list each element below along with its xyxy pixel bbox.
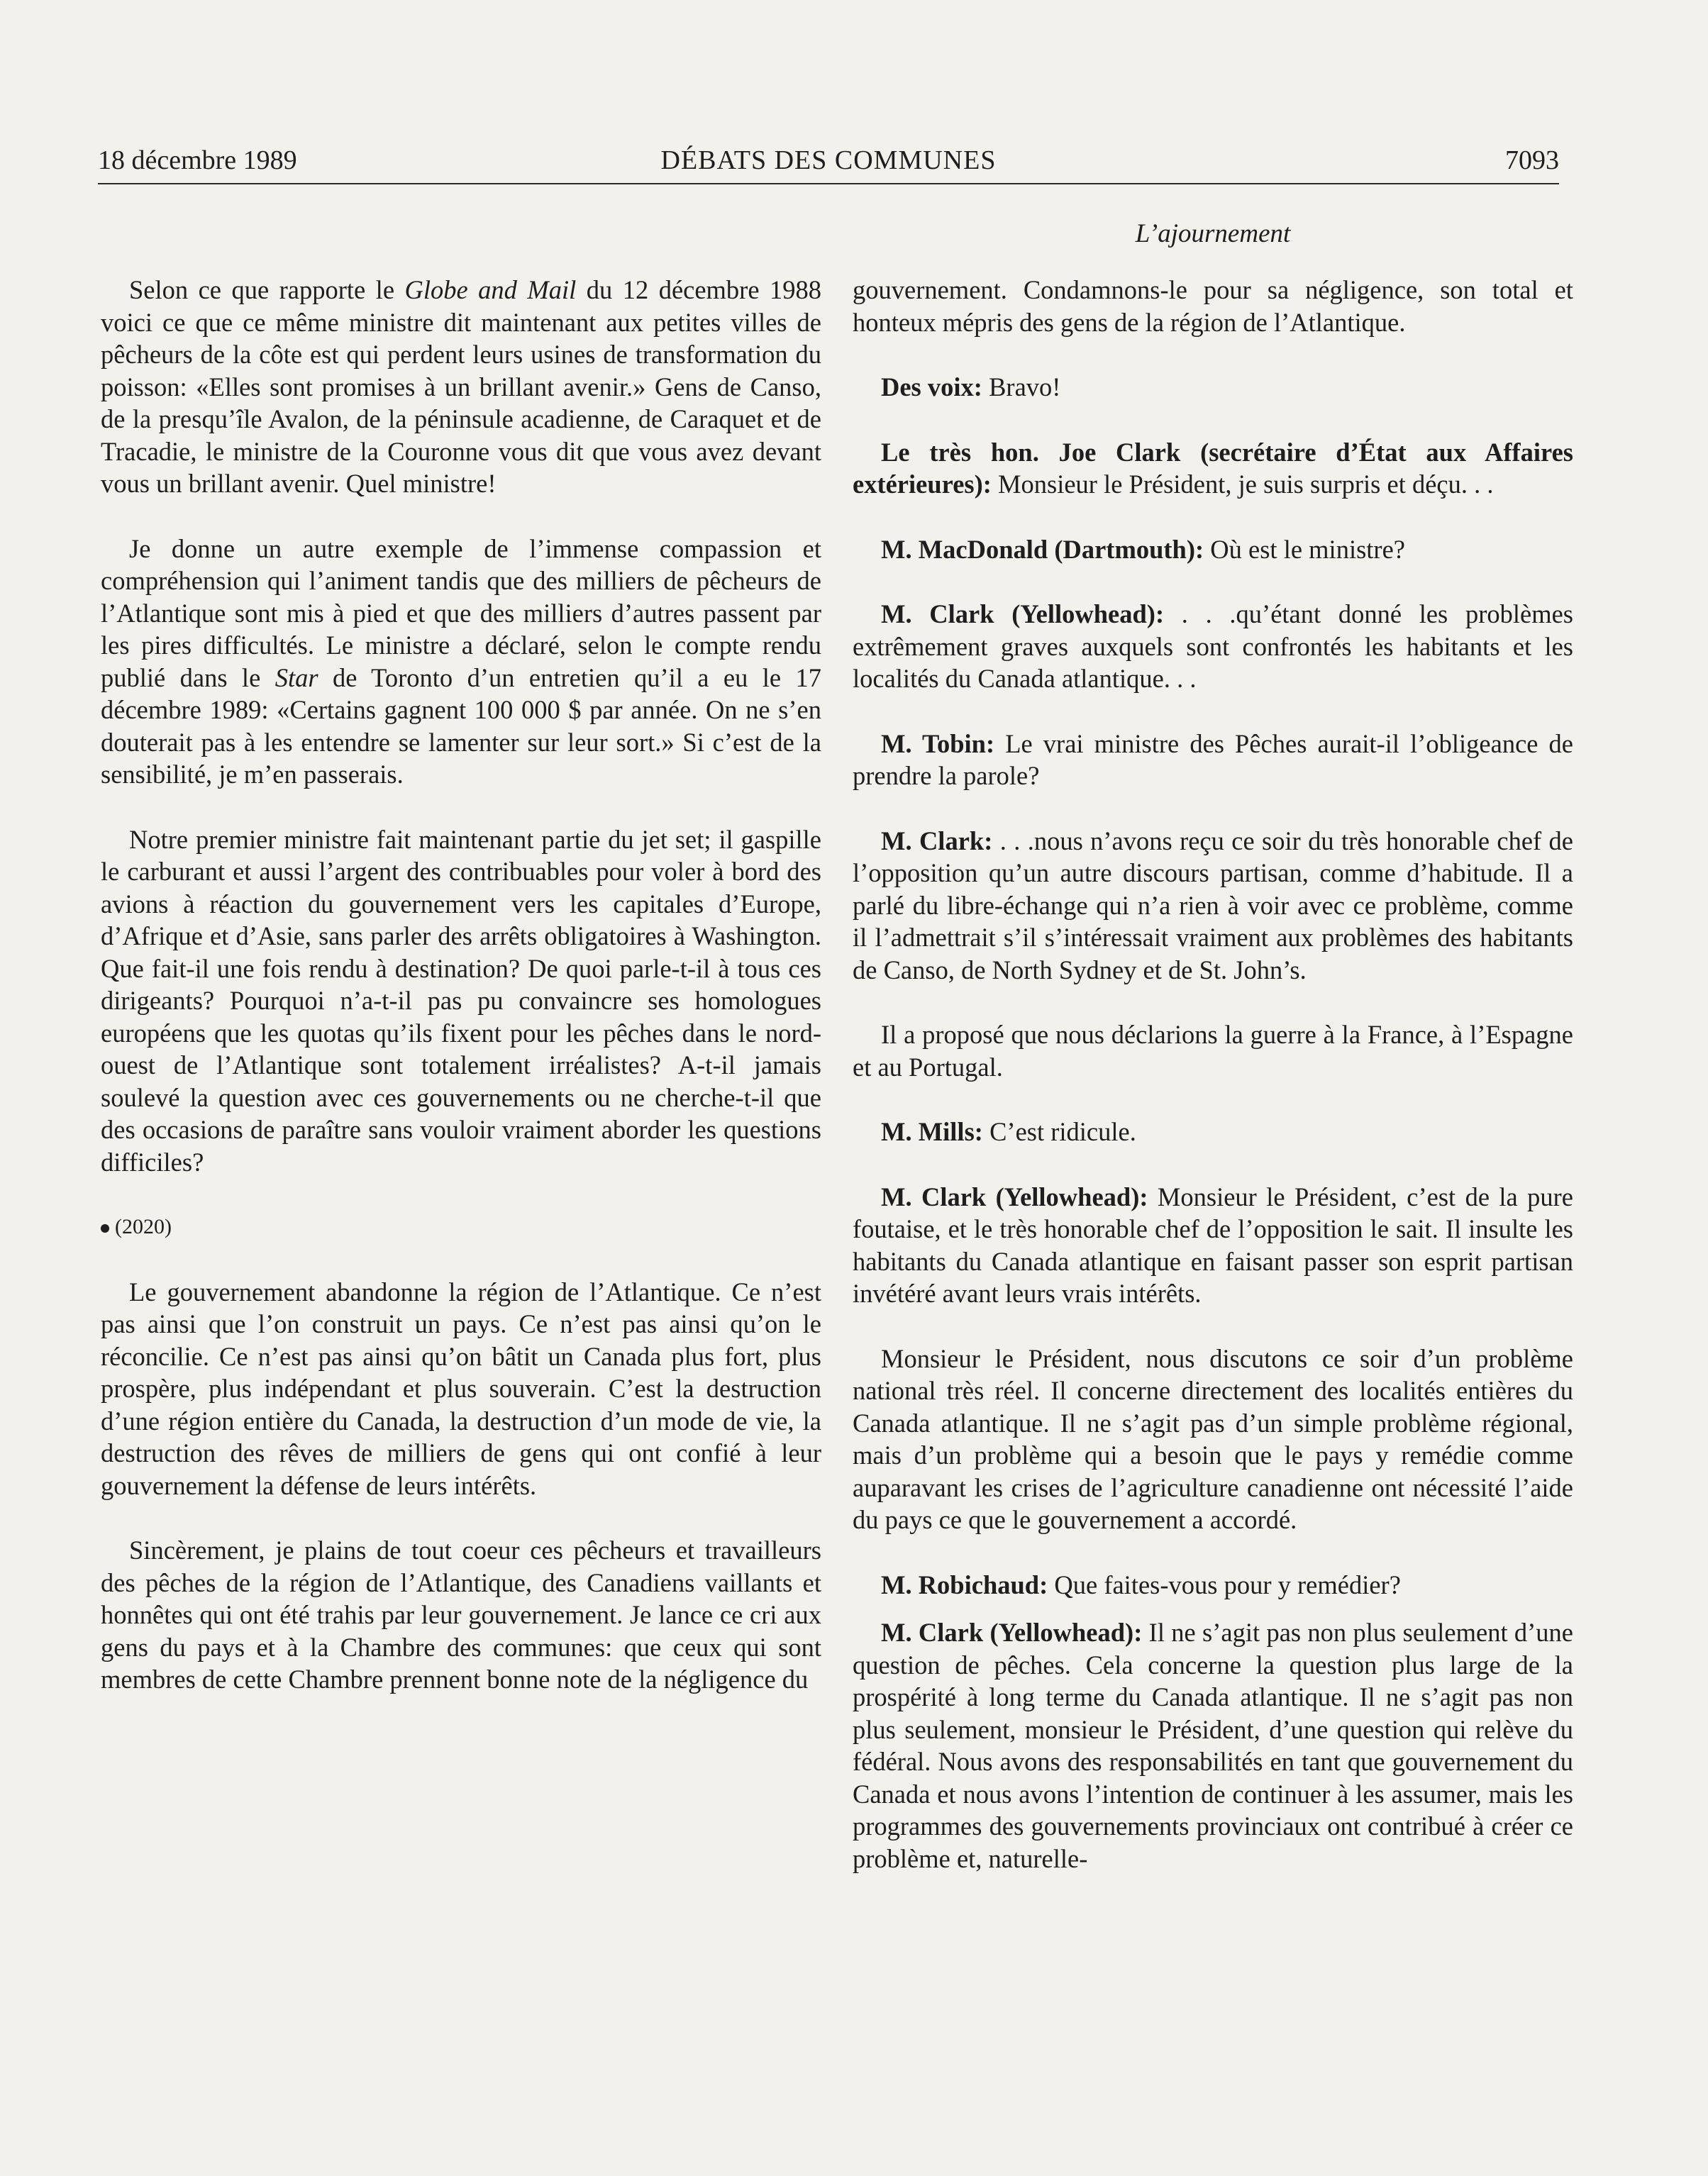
header-date: 18 décembre 1989 <box>98 145 297 175</box>
speech: Des voix: Bravo! <box>881 372 1061 401</box>
speaker-name: M. Clark: <box>881 826 993 855</box>
publication-name: Star <box>274 662 318 692</box>
paragraph: Il a proposé que nous déclarions la guerre à la France, à l’Espagne et au Portugal. <box>853 1020 1573 1082</box>
speech: M. Clark (Yellowhead): Il ne s’agit pas non plus seulement d’une question de pêches. Cela concerne la question plus large de la prospérité à long terme du Canada atlantique. Il ne s’agit pas non plus seulement, monsieur le Président, d’une question qui relève du fédéral. Nous avons des responsabilités en tant que gouvernement du Canada et nous avons l’intention de continuer à les assumer, mais les programmes des gouvernements provinciaux ont contribué à créer ce problème et, naturelle- <box>853 1618 1574 1873</box>
page-header <box>98 142 1559 184</box>
speaker-name: M. MacDonald (Dartmouth): <box>881 534 1204 564</box>
speaker-name: Le très hon. Joe Clark (secrétaire d’État aux Affaires extérieures): <box>853 437 1573 499</box>
speaker-name: M. Clark (Yellowhead): <box>881 1618 1143 1647</box>
section-label: L’ajournement <box>1135 219 1291 248</box>
right-column <box>853 274 1573 1907</box>
header-page-number: 7093 <box>1505 145 1559 175</box>
header-title: DÉBATS DES COMMUNES <box>660 145 997 175</box>
left-column <box>101 274 821 1728</box>
speaker-name: M. Robichaud: <box>881 1570 1048 1599</box>
paragraph: Selon ce que rapporte le Globe and Mail du 12 décembre 1988 voici ce que ce même ministre dit maintenant aux petites villes de pêcheurs de la côte est qui perdent leurs usines de transformation du poisson: «Elles sont promises à un brillant avenir.» Gens de Canso, de la presqu’île Avalon, de la péninsule acadienne, de Caraquet et de Tracadie, le ministre de la Couronne vous dit que vous avez devant vous un brillant avenir. Quel ministre! <box>101 275 822 498</box>
speech: M. MacDonald (Dartmouth): Où est le ministre? <box>881 534 1405 564</box>
paragraph: Sincèrement, je plains de tout coeur ces pêcheurs et travailleurs des pêches de la région de l’Atlantique, des Canadiens vaillants et honnêtes qui ont été trahis par leur gouvernement. Je lance ce cri aux gens du pays et à la Chambre des communes: que ceux qui sont membres de cette Chambre prennent bonne note de la négligence du <box>101 1536 821 1694</box>
paragraph: Le gouvernement abandonne la région de l’Atlantique. Ce n’est pas ainsi que l’on construit un pays. Ce n’est pas ainsi qu’on le réconcilie. Ce n’est pas ainsi qu’on bâtit un Canada plus fort, plus prospère, plus indépendant et plus souverain. C’est la destruction d’une région entière du Canada, la destruction d’un mode de vie, la destruction des rêves de milliers de gens qui ont confié à leur gouvernement la défense de leurs intérêts. <box>101 1277 821 1500</box>
paragraph: Notre premier ministre fait maintenant partie du jet set; il gaspille le carburant et aussi l’argent des contribuables pour voler à bord des avions à réaction du gouvernement vers les capitales d’Europe, d’Afrique et d’Asie, sans parler des arrêts obligatoires à Washington. Que fait-il une fois rendu à destination? De quoi parle-t-il à tous ces dirigeants? Pourquoi n’a-t-il pas pu convaincre ses homologues européens que les quotas qu’ils fixent pour les pêches dans le nord-ouest de l’Atlantique sont totalement irréalistes? A-t-il jamais soulevé la question avec ces gouvernements ou ne cherche-t-il que des occasions de paraître sans vouloir vraiment aborder les questions difficiles? <box>101 824 821 1177</box>
speech: M. Clark (Yellowhead): . . .qu’étant donné les problèmes extrêmement graves auxquels sont confrontés les habitants et les localités du Canada atlantique. . . <box>853 599 1573 693</box>
speech: M. Robichaud: Que faites-vous pour y remédier? <box>881 1570 1401 1599</box>
speaker-name: M. Clark (Yellowhead): <box>881 1182 1148 1211</box>
publication-name: Globe and Mail <box>404 275 577 304</box>
paragraph: gouvernement. Condamnons-le pour sa négligence, son total et honteux mépris des gens de la région de l’Atlantique. <box>853 275 1573 337</box>
speech: M. Clark (Yellowhead): Monsieur le Président, c’est de la pure foutaise, et le très honorable chef de l’opposition le sait. Il insulte les habitants du Canada atlantique en faisant passer son esprit partisan invétéré avant leurs vrais intérêts. <box>853 1182 1574 1308</box>
speech: M. Mills: C’est ridicule. <box>881 1117 1136 1146</box>
speech: M. Tobin: Le vrai ministre des Pêches aurait-il l’obligeance de prendre la parole? <box>853 728 1573 790</box>
paragraph: Je donne un autre exemple de l’immense compassion et compréhension qui l’animent tandis que des milliers de pêcheurs de l’Atlantique sont mis à pied et que des milliers d’autres passent par les pires difficultés. Le ministre a déclaré, selon le compte rendu publié dans le Star de Toronto d’un entretien qu’il a eu le 17 décembre 1989: «Certains gagnent 100 000 $ par année. On ne s’en douterait pas à les entendre se lamenter sur leur sort.» Si c’est de la sensibilité, je m’en passerais. <box>101 533 821 789</box>
bullet-icon <box>101 1224 109 1233</box>
speaker-name: M. Mills: <box>881 1117 983 1146</box>
speaker-name: M. Clark (Yellowhead): <box>881 599 1165 628</box>
speaker-name: M. Tobin: <box>881 728 995 758</box>
speaker-name: Des voix: <box>881 372 982 401</box>
paragraph: Monsieur le Président, nous discutons ce soir d’un problème national très réel. Il concerne directement des localités entières du Canada atlantique. Il ne s’agit pas d’un simple problème régional, mais d’un problème qui a besoin que le pays y remédie comme auparavant les crises de l’agriculture canadienne ont nécessité l’aide du pays ce que le gouvernement a accordé. <box>853 1343 1573 1534</box>
speech: Le très hon. Joe Clark (secrétaire d’État aux Affaires extérieures): Monsieur le Président, je suis surpris et déçu. . . <box>853 437 1573 499</box>
speech: M. Clark: . . .nous n’avons reçu ce soir du très honorable chef de l’opposition qu’un autre discours partisan, comme d’habitude. Il a parlé du libre-échange qui n’a rien à voir avec ce problème, comme il l’admettrait s’il s’intéressait vraiment aux problèmes des habitants de Canso, de North Sydney et de St. John’s. <box>853 826 1574 984</box>
time-marker-text: (2020) <box>115 1215 172 1238</box>
time-marker <box>101 1211 821 1243</box>
